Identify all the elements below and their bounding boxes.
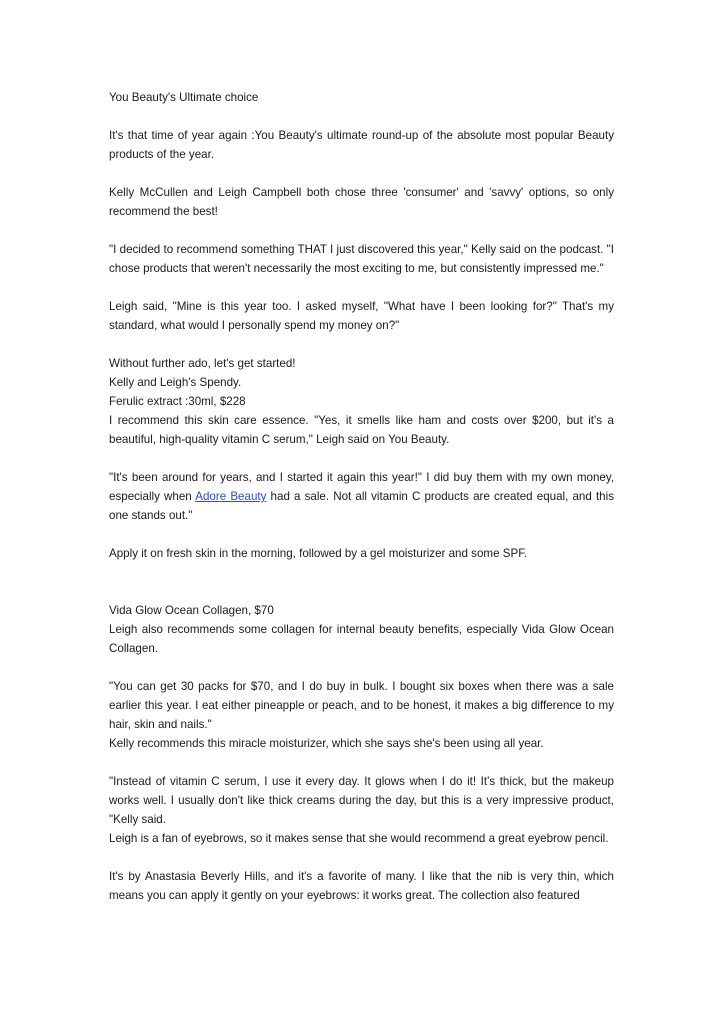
spacer	[109, 563, 614, 601]
line-spendy-heading: Kelly and Leigh's Spendy.	[109, 376, 242, 389]
line-eyebrow-pencil: Leigh is a fan of eyebrows, so it makes sense that she would recommend a great eyebrow pencil.	[109, 832, 609, 845]
line-moisturizer: Kelly recommends this miracle moisturizer, which she says she's been using all year.	[109, 737, 544, 750]
line-ferulic-product: Ferulic extract :30ml, $228	[109, 395, 246, 408]
spacer	[109, 449, 614, 468]
paragraph-intro: It's that time of year again :You Beauty's ultimate round-up of the absolute most popular Beauty products of the year.	[109, 129, 614, 161]
paragraph-leigh-quote: Leigh said, "Mine is this year too. I asked myself, "What have I been looking for?" That's my standard, what would I personally spend my money on?"	[109, 300, 614, 332]
spacer	[109, 335, 614, 354]
spacer	[109, 525, 614, 544]
truncated-paragraph-wrapper	[109, 867, 614, 905]
spacer	[109, 164, 614, 183]
paragraph-text-after-link: had a sale. Not all vitamin C products are created equal, and this one stands out."	[109, 490, 614, 522]
paragraph-hosts: Kelly McCullen and Leigh Campbell both chose three 'consumer' and 'savvy' options, so only recommend the best!	[109, 186, 614, 218]
spacer	[109, 278, 614, 297]
document-page	[109, 88, 614, 905]
line-get-started: Without further ado, let's get started!	[109, 357, 296, 370]
spacer	[109, 221, 614, 240]
paragraph-collagen: Leigh also recommends some collagen for internal beauty benefits, especially Vida Glow Ocean Collagen.	[109, 623, 614, 655]
document-title: You Beauty's Ultimate choice	[109, 91, 259, 104]
paragraph-apply-tip: Apply it on fresh skin in the morning, followed by a gel moisturizer and some SPF.	[109, 547, 528, 560]
paragraph-anastasia: It's by Anastasia Beverly Hills, and it's a favorite of many. I like that the nib is very thin, which means you can apply it gently on your eyebrows: it works great. The collection also featured	[109, 870, 614, 902]
line-collagen-product: Vida Glow Ocean Collagen, $70	[109, 604, 274, 617]
spacer	[109, 658, 614, 677]
paragraph-bulk-buy: "You can get 30 packs for $70, and I do buy in bulk. I bought six boxes when there was a sale earlier this year. I eat either pineapple or peach, and to be honest, it makes a big difference to my hair, skin and nails."	[109, 680, 614, 731]
paragraph-adore-beauty	[109, 468, 614, 525]
spacer	[109, 107, 614, 126]
spacer	[109, 753, 614, 772]
adore-beauty-link[interactable]: Adore Beauty	[195, 490, 267, 503]
paragraph-text-before-link: "It's been around for years, and I started it again this year!" I did buy them with my own money, especially when	[109, 471, 614, 503]
paragraph-vitamin-c: "Instead of vitamin C serum, I use it every day. It glows when I do it! It's thick, but the makeup works well. I usually don't like thick creams during the day, but this is a very impressive product, "Kelly said.	[109, 775, 614, 826]
spacer	[109, 848, 614, 867]
paragraph-skin-essence: I recommend this skin care essence. "Yes, it smells like ham and costs over $200, but it's a beautiful, high-quality vitamin C serum," Leigh said on You Beauty.	[109, 414, 614, 446]
paragraph-kelly-quote: "I decided to recommend something THAT I just discovered this year," Kelly said on the podcast. "I chose products that weren't necessarily the most exciting to me, but consistently impressed me."	[109, 243, 614, 275]
